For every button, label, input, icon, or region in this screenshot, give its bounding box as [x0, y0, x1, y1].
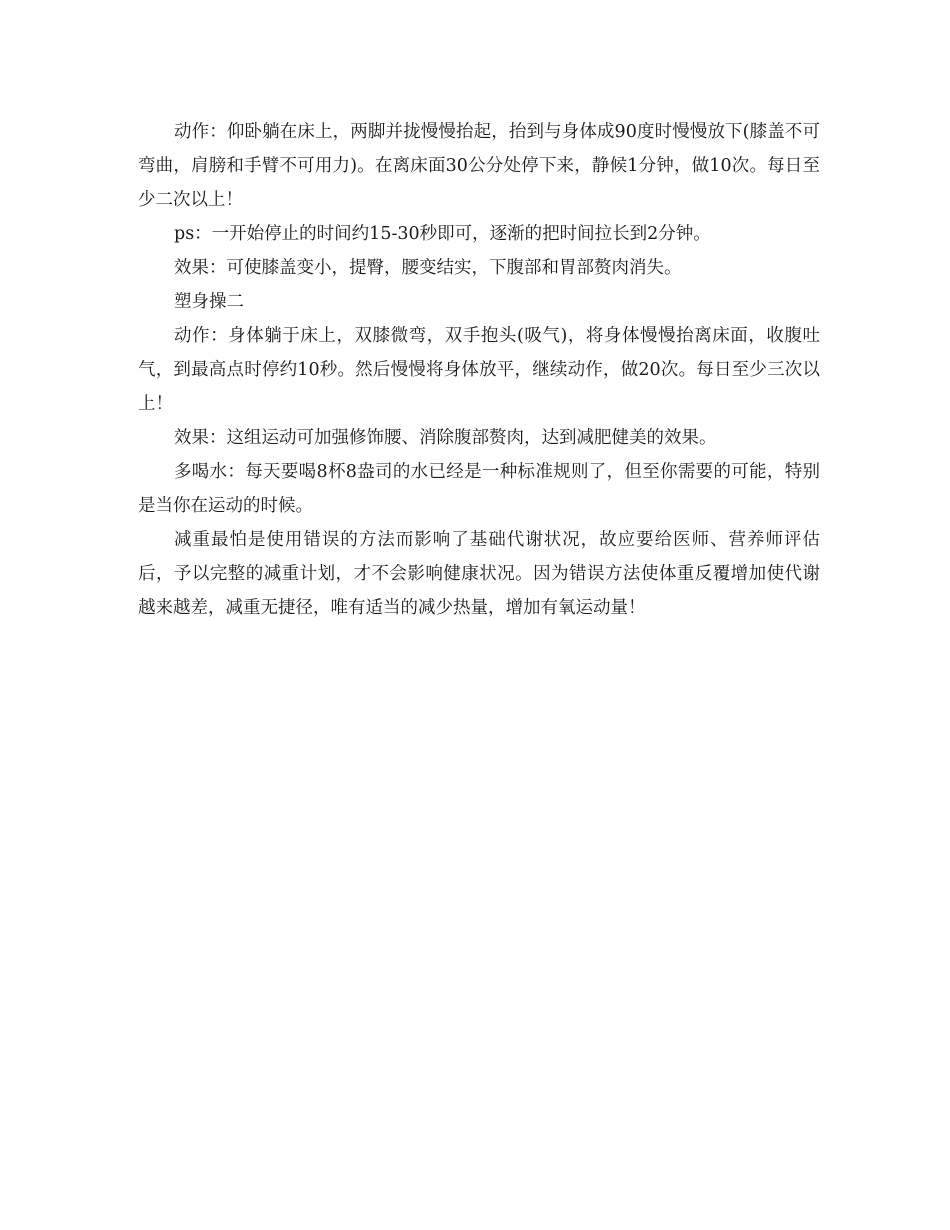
paragraph-effect-1: 效果：可使膝盖变小，提臀，腰变结实，下腹部和胃部赘肉消失。: [174, 258, 682, 278]
paragraph-weight-loss-advice: 减重最怕是使用错误的方法而影响了基础代谢状况，故应要给医师、营养师评估后，予以完整的减重计划，才不会影响健康状况。因为错误方法使体重反覆增加使代谢越来越差，减重无捷径，唯有适当的减少热量，增加有氧运动量！: [138, 530, 820, 618]
section-heading-exercise-2: 塑身操二: [174, 292, 244, 312]
document-body: [138, 115, 820, 625]
paragraph-effect-2: 效果：这组运动可加强修饰腰、消除腹部赘肉，达到减肥健美的效果。: [174, 428, 717, 448]
paragraph-action-2: 动作：身体躺于床上，双膝微弯，双手抱头(吸气)，将身体慢慢抬离床面，收腹吐气，到最高点时停约10秒。然后慢慢将身体放平，继续动作，做20次。每日至少三次以上！: [138, 326, 820, 414]
paragraph-action-1: 动作：仰卧躺在床上，两脚并拢慢慢抬起，抬到与身体成90度时慢慢放下(膝盖不可弯曲，肩膀和手臂不可用力)。在离床面30公分处停下来，静候1分钟，做10次。每日至少二次以上！: [138, 122, 820, 210]
paragraph-drink-water: 多喝水：每天要喝8杯8盎司的水已经是一种标准规则了，但至你需要的可能，特别是当你在运动的时候。: [138, 462, 820, 516]
paragraph-ps-note: ps：一开始停止的时间约15-30秒即可，逐渐的把时间拉长到2分钟。: [174, 224, 711, 244]
